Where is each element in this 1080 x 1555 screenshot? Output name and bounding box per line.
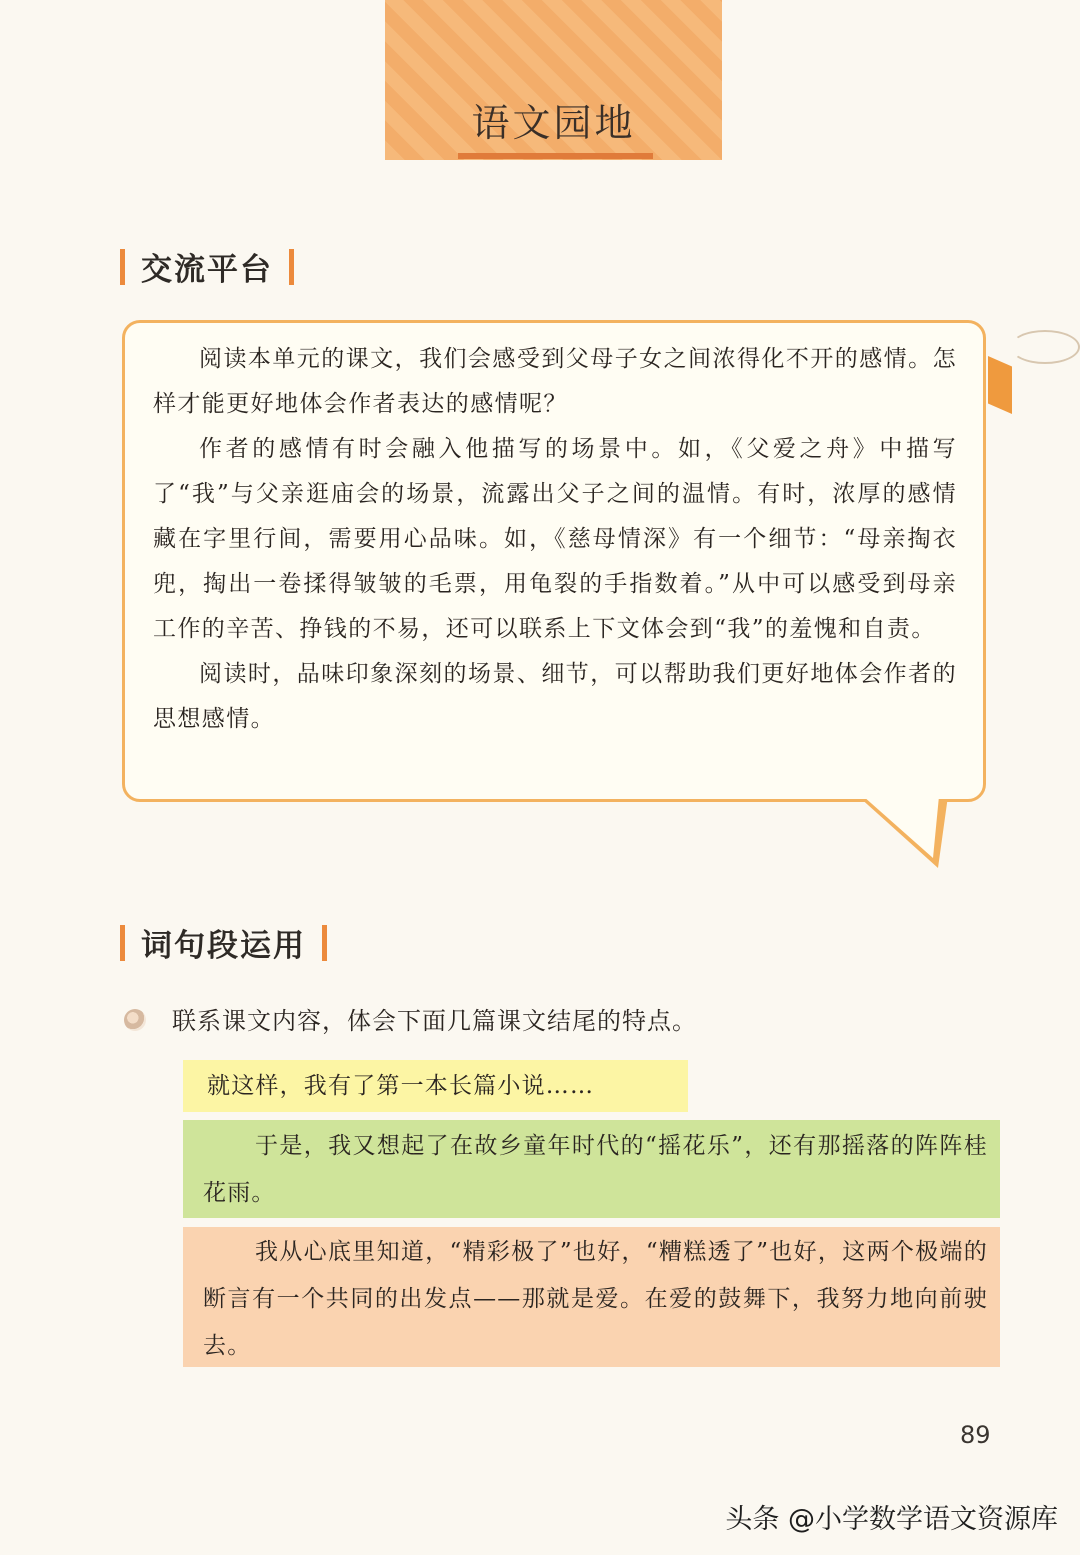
tag-ribbon-decoration [988,356,1012,414]
heading-bar-left [120,249,125,285]
section-heading-label: 交流平台 [141,252,273,288]
chapter-title: 语文园地 [471,101,636,145]
quote-block-1: 就这样，我有了第一本长篇小说…… [183,1060,688,1112]
tag-string-decoration [1010,330,1080,364]
exercise-instruction: 联系课文内容，体会下面几篇课文结尾的特点。 [172,1007,697,1035]
quote-block-3: 我从心底里知道，“精彩极了”也好，“糟糕透了”也好，这两个极端的断言有一个共同的出发点——那就是爱。在爱的鼓舞下，我努力地向前驶去。 [183,1227,1000,1367]
section-heading-label: 词句段运用 [141,928,306,964]
title-underline [458,153,653,159]
exchange-paragraph-2: 作者的感情有时会融入他描写的场景中。如，《父爱之舟》中描写了“我”与父亲逛庙会的场景，流露出父子之间的温情。有时，浓厚的感情藏在字里行间，需要用心品味。如，《慈母情深》有一个细节：“母亲掏衣兜，掏出一卷揉得皱皱的毛票，用龟裂的手指数着。”从中可以感受到母亲工作的辛苦、挣钱的不易，还可以联系上下文体会到“我”的羞愧和自责。 [153,436,957,642]
section-heading-exchange [120,244,294,289]
exercise-bullet-icon [124,1009,146,1031]
heading-bar-right [289,249,294,285]
page-number: 89 [960,1421,991,1449]
section-heading-usage [120,920,327,965]
source-watermark: 头条 @小学数学语文资源库 [725,1504,1058,1535]
speech-bubble-tail-fill [863,796,939,858]
heading-bar-left [120,925,125,961]
exchange-platform-box [122,320,986,802]
quote-block-2: 于是，我又想起了在故乡童年时代的“摇花乐”，还有那摇落的阵阵桂花雨。 [183,1120,1000,1218]
exchange-paragraph-1: 阅读本单元的课文，我们会感受到父母子女之间浓得化不开的感情。怎样才能更好地体会作者表达的感情呢？ [153,346,957,417]
exchange-paragraph-3: 阅读时，品味印象深刻的场景、细节，可以帮助我们更好地体会作者的思想感情。 [153,661,957,732]
heading-bar-right [322,925,327,961]
